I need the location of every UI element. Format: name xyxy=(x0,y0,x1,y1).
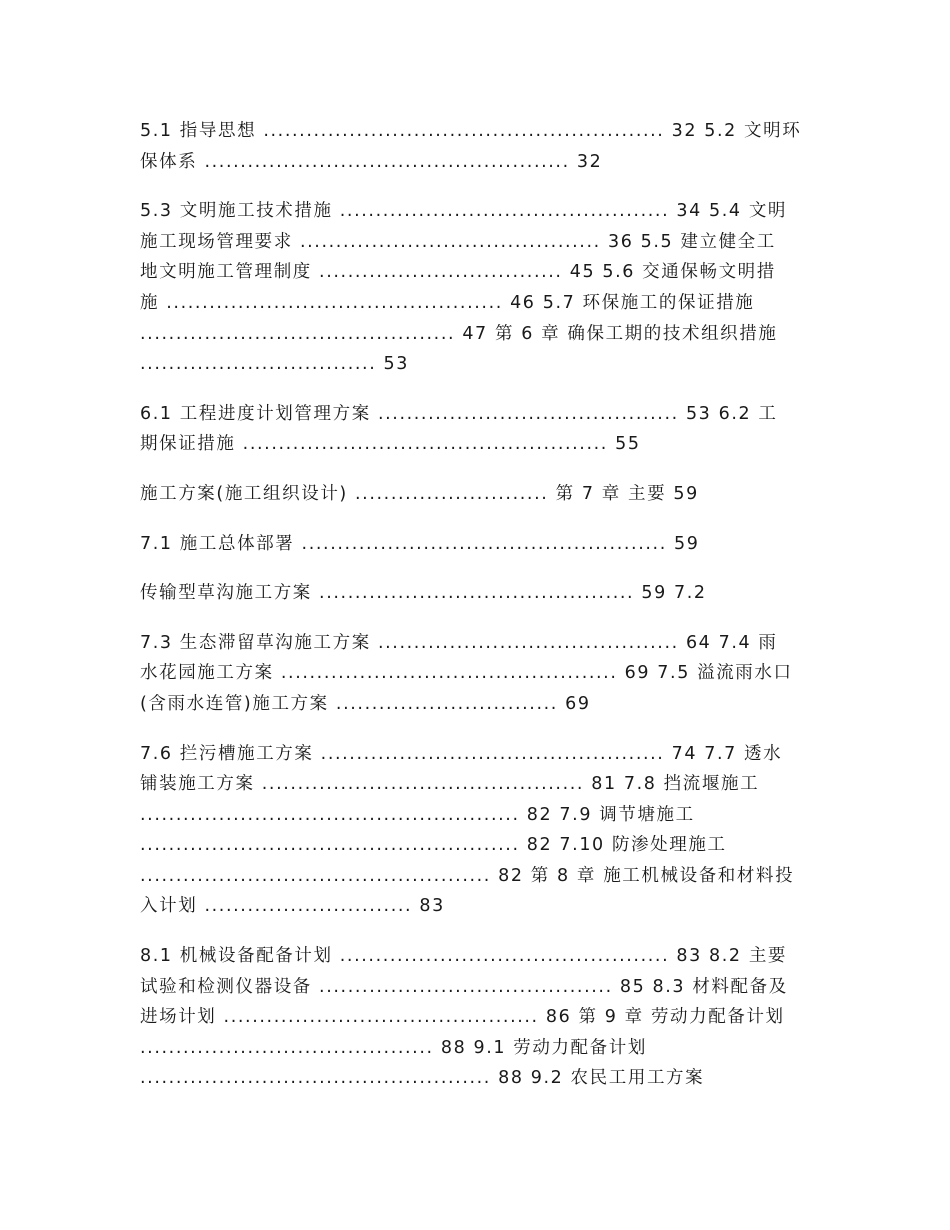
toc-line: 7.6 拦污槽施工方案 ................................................ 74 7.7 透水 xyxy=(140,743,783,764)
toc-line: 5.3 文明施工技术措施 .............................................. 34 5.4 文明 xyxy=(140,201,788,222)
toc-line: 保体系 ................................................... 32 xyxy=(140,151,603,172)
toc-line: 7.1 施工总体部署 ................................................... 59 xyxy=(140,533,700,554)
toc-line: ................................. 53 xyxy=(140,354,410,375)
toc-entry-7-3-to-7-5 xyxy=(140,628,810,720)
toc-line: 施工方案(施工组织设计) ........................... 第 7 章 主要 59 xyxy=(140,483,699,504)
toc-line: 6.1 工程进度计划管理方案 .......................................... 53 6.2 工 xyxy=(140,403,778,424)
toc-line: 水花园施工方案 ............................................... 69 7.5 溢流雨水口 xyxy=(140,663,793,684)
toc-entry-8-1-to-9-2 xyxy=(140,941,810,1094)
toc-entry-5-1-5-2 xyxy=(140,116,810,177)
toc-line: ..................................................... 82 7.10 防渗处理施工 xyxy=(140,835,727,856)
toc-line: ............................................ 47 第 6 章 确保工期的技术组织措施 xyxy=(140,323,778,344)
toc-line: ......................................... 88 9.1 劳动力配备计划 xyxy=(140,1037,647,1058)
toc-line: 8.1 机械设备配备计划 .............................................. 83 8.2 主要 xyxy=(140,946,788,967)
toc-line: 进场计划 ............................................ 86 第 9 章 劳动力配备计划 xyxy=(140,1007,785,1028)
toc-line: ..................................................... 82 7.9 调节塘施工 xyxy=(140,804,695,825)
toc-entry-5-3-to-ch6 xyxy=(140,196,810,380)
toc-line: (含雨水连管)施工方案 ............................... 69 xyxy=(140,693,591,714)
toc-line: 施 ............................................... 46 5.7 环保施工的保证措施 xyxy=(140,292,755,313)
toc-entry-6-1-6-2 xyxy=(140,399,810,460)
toc-line: ................................................. 82 第 8 章 施工机械设备和材料投 xyxy=(140,865,795,886)
toc-line: 5.1 指导思想 ........................................................ 32 5.2 文明环 xyxy=(140,121,802,141)
toc-line: 期保证措施 ................................................... 55 xyxy=(140,434,641,455)
toc-line: ................................................. 88 9.2 农民工用工方案 xyxy=(140,1068,705,1089)
toc-line: 试验和检测仪器设备 ......................................... 85 8.3 材料配备及 xyxy=(140,976,788,997)
toc-entry-7-1 xyxy=(140,529,810,560)
toc-line: 7.3 生态滞留草沟施工方案 .......................................... 64 7.4 雨 xyxy=(140,632,778,653)
toc-line: 铺装施工方案 ............................................. 81 7.8 挡流堰施工 xyxy=(140,774,760,795)
toc-line: 入计划 ............................. 83 xyxy=(140,896,445,917)
toc-page xyxy=(140,116,810,1113)
toc-line: 传输型草沟施工方案 ............................................ 59 7.2 xyxy=(140,583,707,604)
toc-entry-ch7 xyxy=(140,479,810,510)
toc-entry-7-2 xyxy=(140,578,810,609)
toc-line: 施工现场管理要求 .......................................... 36 5.5 建立健全工 xyxy=(140,231,776,252)
toc-entry-7-6-to-ch8 xyxy=(140,739,810,923)
toc-line: 地文明施工管理制度 .................................. 45 5.6 交通保畅文明措 xyxy=(140,262,776,283)
